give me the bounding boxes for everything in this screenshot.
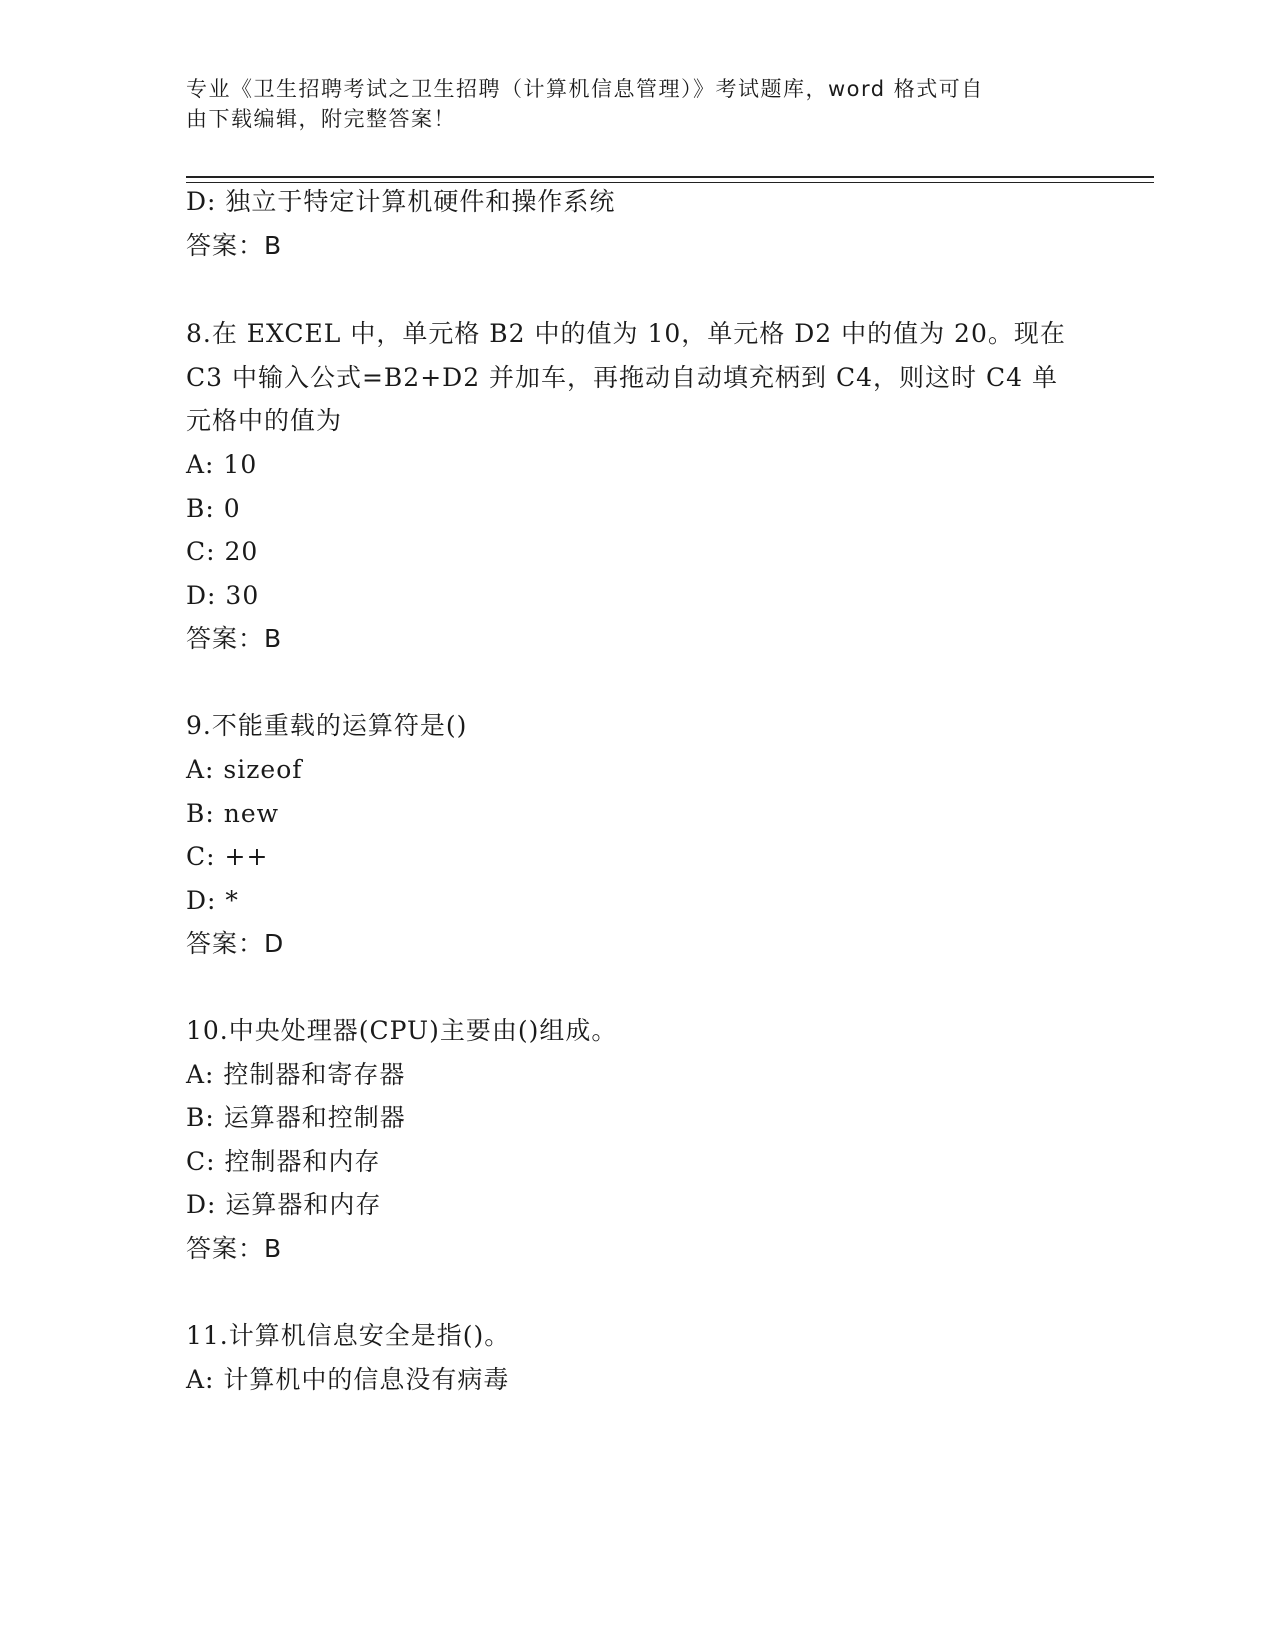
q8-stem-line-1: 8.在 EXCEL 中，单元格 B2 中的值为 10，单元格 D2 中的值为 20。现在 (186, 319, 1066, 348)
q9-option-a: A: sizeof (186, 755, 303, 784)
q8-option-b: B: 0 (186, 494, 241, 523)
header-line-2: 由下载编辑，附完整答案！ (186, 107, 456, 131)
q10-option-d: D: 运算器和内存 (186, 1190, 382, 1219)
q10-stem: 10.中央处理器(CPU)主要由()组成。 (186, 1016, 618, 1045)
header-line-1: 专业《卫生招聘考试之卫生招聘（计算机信息管理）》考试题库，word 格式可自 (186, 77, 984, 101)
prev-answer: 答案：B (186, 231, 283, 260)
q8-option-a: A: 10 (186, 450, 258, 479)
q10-option-a: A: 控制器和寄存器 (186, 1060, 406, 1089)
q9-option-d: D: * (186, 886, 239, 915)
q9-stem: 9.不能重载的运算符是() (186, 711, 468, 740)
q10-option-b: B: 运算器和控制器 (186, 1103, 406, 1132)
q10-answer: 答案：B (186, 1234, 283, 1263)
q11-stem: 11.计算机信息安全是指()。 (186, 1321, 511, 1350)
q8-answer: 答案：B (186, 624, 283, 653)
header-divider-thin (186, 182, 1154, 183)
document-header (186, 74, 1066, 134)
q8-option-d: D: 30 (186, 581, 260, 610)
q9-option-c: C: ++ (186, 842, 269, 871)
prev-option-d: D: 独立于特定计算机硬件和操作系统 (186, 187, 616, 216)
q8-stem-line-2: C3 中输入公式=B2+D2 并加车，再拖动自动填充柄到 C4，则这时 C4 单 (186, 363, 1058, 392)
q8-option-c: C: 20 (186, 537, 259, 566)
header-divider-thick (186, 176, 1154, 178)
q11-option-a: A: 计算机中的信息没有病毒 (186, 1365, 510, 1394)
q10-option-c: C: 控制器和内存 (186, 1147, 381, 1176)
q8-stem-line-3: 元格中的值为 (186, 406, 343, 435)
q9-answer: 答案：D (186, 929, 285, 958)
q9-option-b: B: new (186, 799, 280, 828)
